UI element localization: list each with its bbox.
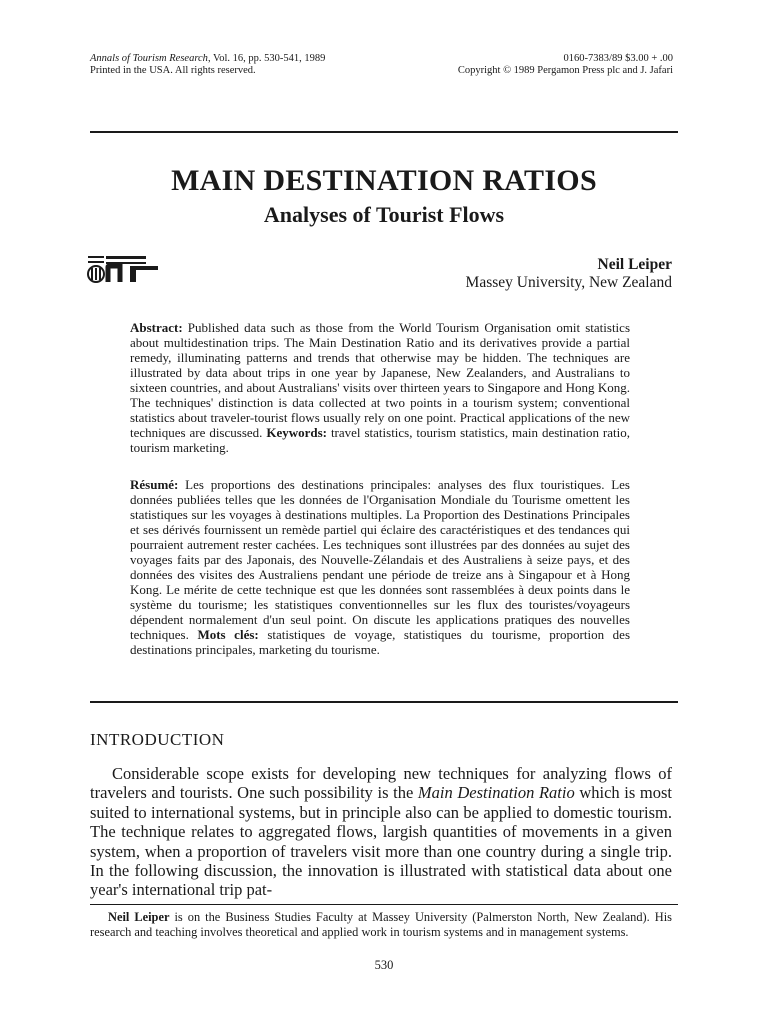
article-subtitle: Analyses of Tourist Flows xyxy=(263,202,505,227)
resume-text: Les proportions des destinations principales: analyses des flux touristiques. Les données publiées telles que les données de l'Organisation Mondiale du Tourisme omettent les statistiques sur les voyages à destinations multiples. La Proportion des Destinations Principales et ses dérivés fournissent un remède partiel qui éclaire des caractéristiques et des tendances qui pourraient autrement rester cachées. Les techniques sont illustrées par des données au sujet des voyages faits par des Japonais, des Nouvelle-Zélandais et des Australiens à seize pays, et des données des visites des Australiens pendant une période de treize ans à Singapour et à Hong Kong. Le mérite de cette technique est que les données sont rassemblées à deux points dans le système du tourisme; les statistiques conventionnelles sur les flux des touristes/voyageurs dépendent normalement d'un seul point. On discute les applications pratiques des nouvelles techniques. xyxy=(130,477,630,642)
footnote-text: is on the Business Studies Faculty at Massey University (Palmerston North, New Zealand). His research and teaching involves theoretical and applied work in tourism systems and in management systems. xyxy=(90,910,672,939)
copyright-line: Copyright © 1989 Pergamon Press plc and J. Jafari xyxy=(457,65,673,76)
keywords-label: Keywords: xyxy=(266,425,328,440)
author-affiliation: Massey University, New Zealand xyxy=(465,274,672,291)
keywords-text: travel statistics, tourism statistics, main destination ratio, tourism marketing. xyxy=(130,425,631,455)
author-name: Neil Leiper xyxy=(597,256,672,273)
resume-label: Résumé: xyxy=(130,477,179,492)
abstract-bottom-rule xyxy=(90,701,678,703)
top-rule xyxy=(90,131,678,133)
intro-paragraph xyxy=(90,764,672,900)
footnote-author: Neil Leiper xyxy=(108,910,170,924)
issn-line: 0160-7383/89 $3.00 + .00 xyxy=(563,53,673,64)
footnote-rule xyxy=(90,904,678,905)
intro-text-2: which is most suited to international systems, but in principle also can be applied to domestic tourism. The technique relates to aggregated flows, largish quantities of movements in a given system, when a proportion of travelers visit more than one country during a single trip. In the following discussion, the innovation is illustrated with statistical data about one year's international trip pat- xyxy=(90,783,672,900)
mots-cles-label: Mots clés: xyxy=(197,627,259,642)
intro-emphasis: Main Destination Ratio xyxy=(417,783,575,803)
author-block xyxy=(466,256,672,292)
journal-logo xyxy=(86,253,164,290)
running-header-right xyxy=(458,53,673,77)
abstract-text: Published data such as those from the World Tourism Organisation omit statistics about multidestination trips. The Main Destination Ratio and its derivatives provide a partial remedy, illuminating patterns and trends that otherwise may be hidden. The techniques are illustrated by data about trips in one year by Japanese, New Zealanders, and Australians to sixteen countries, and about Australians' visits over thirteen years to Singapore and Hong Kong. The techniques' distinction is data collected at two points in a tourism system; conventional statistics about traveler-tourist flows usually rely on one point. Practical applications of the new techniques are discussed. xyxy=(130,320,630,440)
journal-name: Annals of Tourism Research xyxy=(90,53,208,64)
resume xyxy=(130,477,630,657)
abstract xyxy=(130,320,630,455)
section-heading: INTRODUCTION xyxy=(90,730,225,749)
mots-cles-text: statistiques de voyage, statistiques du tourisme, proportion des destinations principales, marketing du tourisme. xyxy=(130,627,631,657)
printed-line: Printed in the USA. All rights reserved. xyxy=(90,65,256,76)
journal-citation: , Vol. 16, pp. 530-541, 1989 xyxy=(207,53,326,64)
abstract-label: Abstract: xyxy=(130,320,183,335)
page-number: 530 xyxy=(374,958,394,972)
article-title: MAIN DESTINATION RATIOS xyxy=(171,164,597,197)
author-footnote xyxy=(90,910,672,939)
running-header-left xyxy=(90,53,325,77)
intro-text-1: Considerable scope exists for developing new techniques for analyzing flows of travelers and tourists. One such possibility is the xyxy=(90,764,672,803)
